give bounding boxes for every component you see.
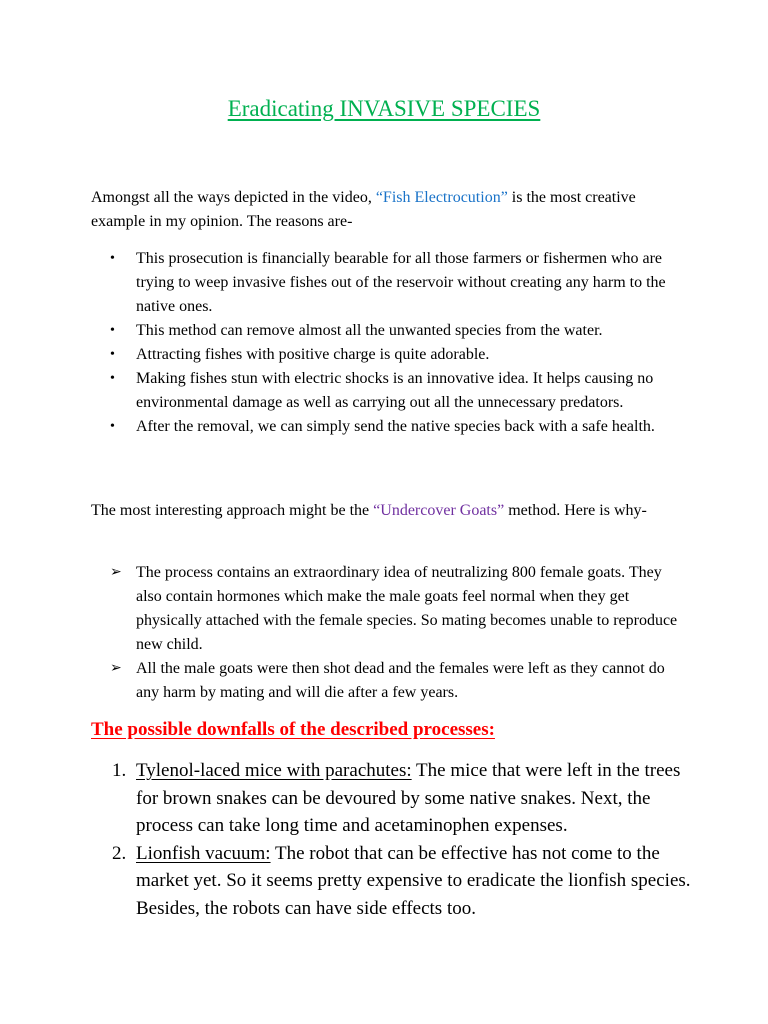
- bullet-icon: •: [110, 419, 115, 434]
- document-title: Eradicating INVASIVE SPECIES: [227, 96, 541, 121]
- list-item: [91, 415, 691, 439]
- downfall-text: The robot that can be effective has not come to the market yet. So it seems pretty expensive to eradicate the lionfish species. Besides, the robots can have side effects too.: [136, 842, 691, 919]
- second-paragraph: [91, 499, 691, 523]
- second-text-end: method. Here is why-: [504, 502, 647, 519]
- reason-text: This prosecution is financially bearable for all those farmers or fishermen who are trying to weep invasive fishes out of the reservoir without creating any harm to the native ones.: [136, 250, 666, 315]
- downfall-label: Tylenol-laced mice with parachutes:: [136, 760, 412, 781]
- undercover-goats-highlight: “Undercover Goats”: [373, 502, 505, 519]
- list-item: [91, 840, 701, 923]
- reason-text: This method can remove almost all the unwanted species from the water.: [136, 322, 603, 339]
- bullet-icon: •: [110, 347, 115, 362]
- list-item: [91, 247, 691, 319]
- bullet-icon: •: [110, 323, 115, 338]
- bullet-icon: •: [110, 251, 115, 266]
- list-item: [91, 319, 691, 343]
- list-item: [91, 561, 691, 657]
- reason-text: Making fishes stun with electric shocks is an innovative idea. It helps causing no environmental damage as well as carrying out all the unnecessary predators.: [136, 370, 654, 411]
- arrow-bullet-icon: ➢: [110, 661, 122, 676]
- intro-text-end: is the most creative example in my opinion. The reasons are-: [91, 189, 636, 230]
- intro-paragraph: [91, 186, 691, 234]
- second-text-start: The most interesting approach might be the: [91, 502, 374, 519]
- downfalls-heading: The possible downfalls of the described processes:: [91, 719, 495, 740]
- goat-point-text: The process contains an extraordinary idea of neutralizing 800 female goats. They also contain hormones which make the male goats feel normal when they get physically attached with the female species. So mating becomes unable to reproduce new child.: [136, 564, 678, 653]
- arrow-bullet-icon: ➢: [110, 565, 122, 580]
- intro-text-start: Amongst all the ways depicted in the video,: [91, 189, 376, 206]
- list-item: [91, 343, 691, 367]
- list-item: [91, 367, 691, 415]
- list-item: [91, 657, 691, 705]
- goat-point-text: All the male goats were then shot dead and the females were left as they cannot do any harm by mating and will die after a few years.: [136, 660, 665, 701]
- bullet-icon: •: [110, 371, 115, 386]
- list-item: [91, 757, 701, 840]
- downfall-text: The mice that were left in the trees for brown snakes can be devoured by some native snakes. Next, the process can take long time and acetaminophen expenses.: [136, 760, 681, 836]
- fish-electrocution-highlight: “Fish Electrocution”: [375, 189, 508, 206]
- reason-text: After the removal, we can simply send the native species back with a safe health.: [136, 418, 655, 435]
- reason-text: Attracting fishes with positive charge is quite adorable.: [136, 346, 490, 363]
- reasons-list: [91, 247, 691, 439]
- goat-points-list: [91, 561, 691, 705]
- downfall-label: Lionfish vacuum:: [136, 842, 271, 864]
- item-number: 2.: [112, 842, 127, 864]
- downfalls-list: [91, 757, 701, 922]
- item-number: 1.: [112, 760, 127, 781]
